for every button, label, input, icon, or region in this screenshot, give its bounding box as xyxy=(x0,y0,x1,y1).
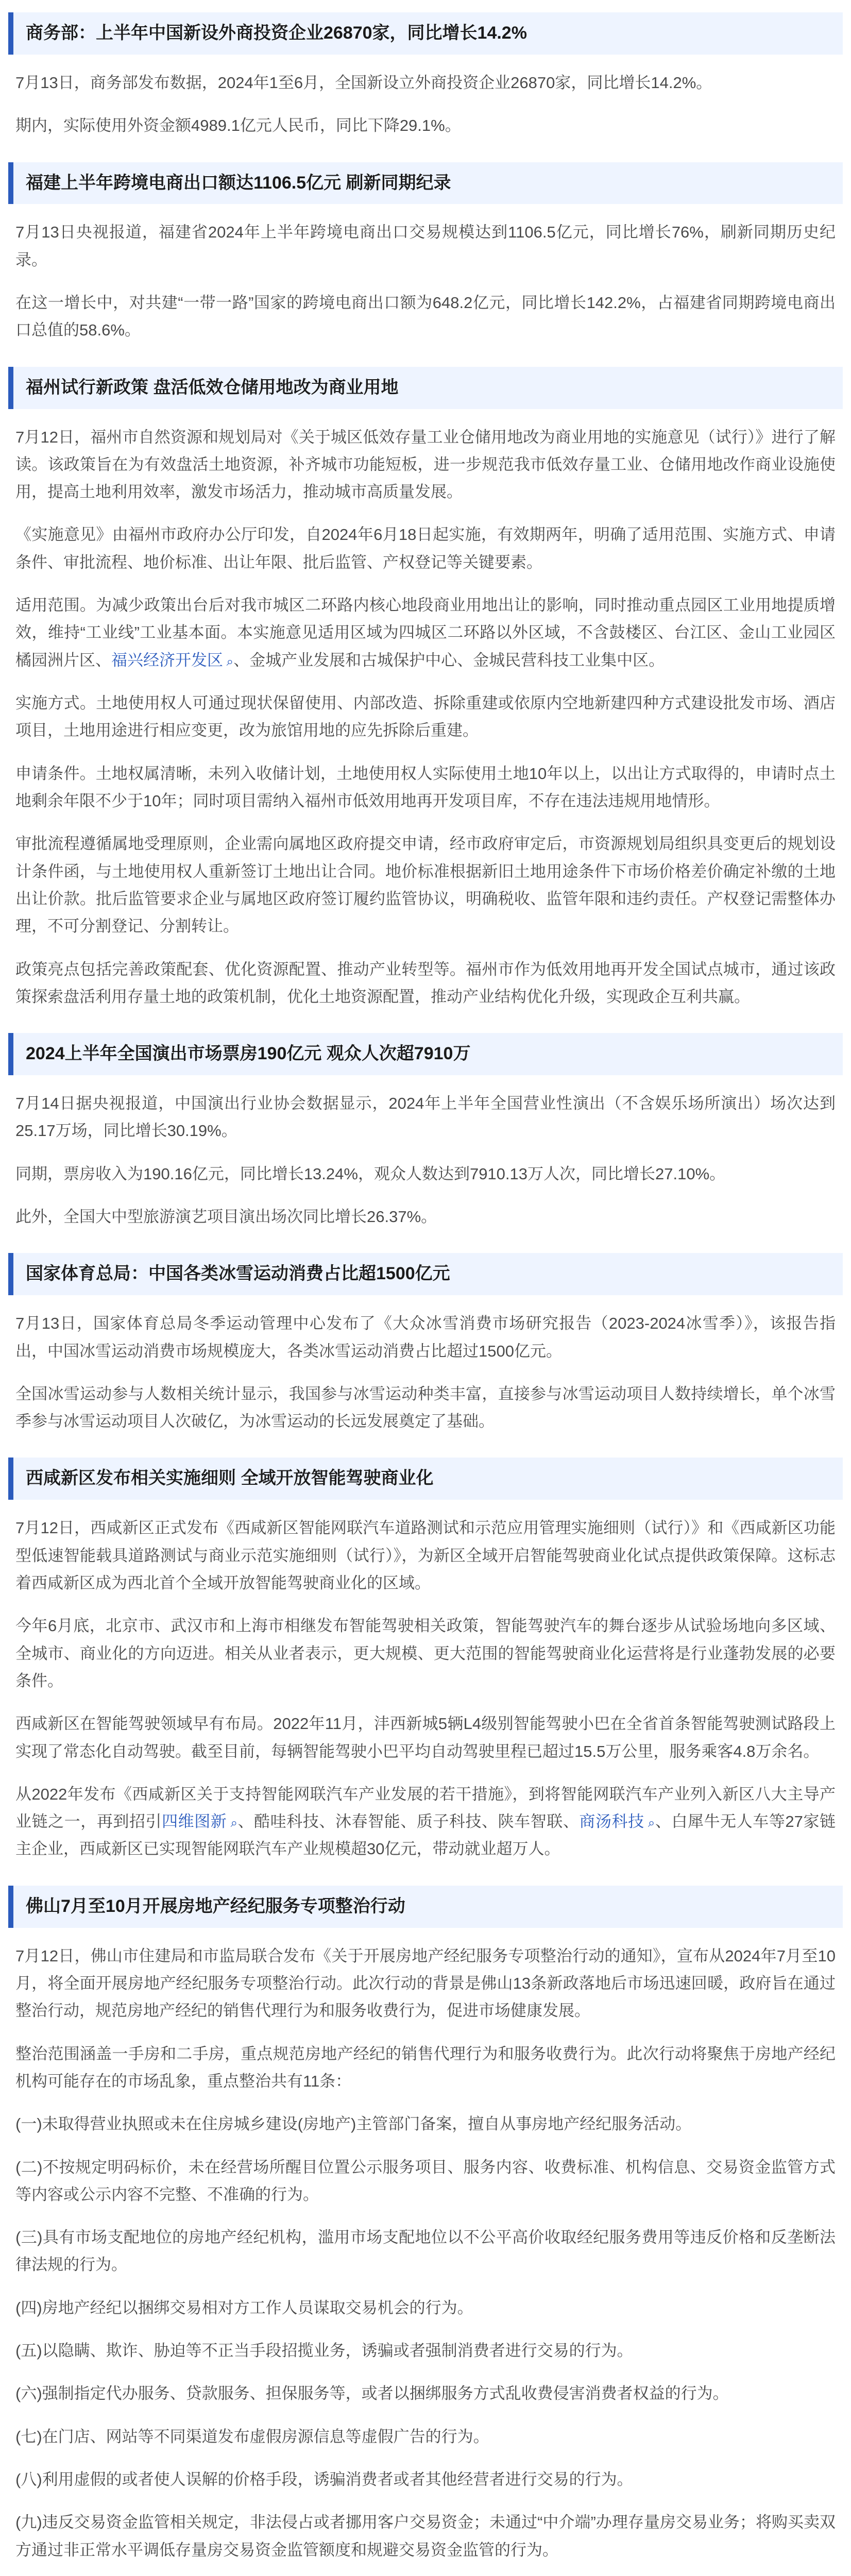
paragraph xyxy=(8,591,843,674)
paragraph: 7月13日央视报道，福建省2024年上半年跨境电商出口交易规模达到1106.5亿元，同比增长76%，刷新同期历史纪录。 xyxy=(15,223,836,269)
news-section xyxy=(8,1033,843,1230)
paragraph: 7月13日，商务部发布数据，2024年1至6月，全国新设立外商投资企业26870家，同比增长14.2%。 xyxy=(15,73,712,92)
paragraph: 在这一增长中，对共建“一带一路”国家的跨境电商出口额为648.2亿元，同比增长142.2%，占福建省同期跨境电商出口总值的58.6%。 xyxy=(15,294,836,340)
paragraph: (四)房地产经纪以捆绑交易相对方工作人员谋取交易机会的行为。 xyxy=(15,2298,473,2317)
paragraph: 全国冰雪运动参与人数相关统计显示，我国参与冰雪运动种类丰富，直接参与冰雪运动项目人数持续增长，单个冰雪季参与冰雪运动项目人次破亿，为冰雪运动的长远发展奠定了基础。 xyxy=(15,1384,836,1431)
paragraph: 7月12日，西咸新区正式发布《西咸新区智能网联汽车道路测试和示范应用管理实施细则（试行）》和《西咸新区功能型低速智能载具道路测试与商业示范实施细则（试行）》，为新区全域开启智能驾驶商业化试点提供政策保障。这标志着西咸新区成为西北首个全域开放智能驾驶商业化的区域。 xyxy=(15,1519,836,1592)
news-section xyxy=(8,1886,843,2576)
paragraph-text: 从2022年发布《西咸新区关于支持智能网联汽车产业发展的若干措施》，到将智能网联汽车产业列入新区八大主导产业链之一，再到招引 xyxy=(15,1785,836,1831)
paragraph: (二)不按规定明码标价，未在经营场所醒目位置公示服务项目、服务内容、收费标准、机构信息、交易资金监管方式等内容或公示内容不完整、不准确的行为。 xyxy=(15,2158,836,2204)
news-section xyxy=(8,12,843,140)
paragraph: 期内，实际使用外资金额4989.1亿元人民币，同比下降29.1%。 xyxy=(15,116,461,135)
paragraph: 整治范围涵盖一手房和二手房，重点规范房地产经纪的销售代理行为和服务收费行为。此次行动将聚焦于房地产经纪机构可能存在的市场乱象，重点整治共有11条： xyxy=(15,2044,836,2090)
paragraph: 审批流程遵循属地受理原则，企业需向属地区政府提交申请，经市政府审定后，市资源规划局组织具变更后的规划设计条件函，与土地使用权人重新签订土地出让合同。地价标准根据新旧土地用途条件下市场价格差价确定补缴的土地出让价款。批后监管要求企业与属地区政府签订履约监管协议，明确税收、监管年限和违约责任。产权登记需整体办理，不可分割登记、分割转让。 xyxy=(15,835,836,936)
paragraph-text: 适用范围。为减少政策出台后对我市城区二环路内核心地段商业用地出让的影响，同时推动重点园区工业用地提质增效，维持“工业线”工业基本面。本实施意见适用区域为四城区二环路以外区域，不含鼓楼区、台江区、金山工业园区橘园洲片区、 xyxy=(15,596,836,669)
section-heading: 福建上半年跨境电商出口额达1106.5亿元 刷新同期纪录 xyxy=(8,162,843,205)
paragraph-text: 、酷哇科技、沐春智能、质子科技、陕车智联、 xyxy=(237,1812,580,1831)
section-heading: 福州试行新政策 盘活低效仓储用地改为商业用地 xyxy=(8,367,843,409)
paragraph: 7月12日，福州市自然资源和规划局对《关于城区低效存量工业仓储用地改为商业用地的实施意见（试行）》进行了解读。该政策旨在为有效盘活土地资源，补齐城市功能短板，进一步规范我市低效存量工业、仓储用地改作商业设施使用，提高土地利用效率，激发市场活力，推动城市高质量发展。 xyxy=(15,428,836,501)
paragraph: (三)具有市场支配地位的房地产经纪机构，滥用市场支配地位以不公平高价收取经纪服务费用等违反价格和反垄断法律法规的行为。 xyxy=(15,2228,836,2274)
search-icon[interactable]: ⌕ xyxy=(223,654,234,669)
search-icon[interactable]: ⌕ xyxy=(227,1816,238,1831)
paragraph: (六)强制指定代办服务、贷款服务、担保服务等，或者以捆绑服务方式乱收费侵害消费者权益的行为。 xyxy=(15,2384,729,2403)
inline-link[interactable]: 商汤科技 xyxy=(579,1812,644,1831)
paragraph: 申请条件。土地权属清晰，未列入收储计划，土地使用权人实际使用土地10年以上，以出让方式取得的，申请时点土地剩余年限不少于10年；同时项目需纳入福州市低效用地再开发项目库，不存在违法违规用地情形。 xyxy=(15,764,836,810)
inline-link[interactable]: 福兴经济开发区 xyxy=(111,651,223,669)
paragraph: (七)在门店、网站等不同渠道发布虚假房源信息等虚假广告的行为。 xyxy=(15,2427,489,2446)
paragraph: 西咸新区在智能驾驶领域早有布局。2022年11月，沣西新城5辆L4级别智能驾驶小巴在全省首条智能驾驶测试路段上实现了常态化自动驾驶。截至目前，每辆智能驾驶小巴平均自动驾驶里程已超过15.5万公里，服务乘客4.8万余名。 xyxy=(15,1715,836,1760)
paragraph-text: 、金城产业发展和古城保护中心、金城民营科技工业集中区。 xyxy=(233,651,665,669)
search-icon[interactable]: ⌕ xyxy=(644,1816,655,1831)
paragraph: 7月14日据央视报道，中国演出行业协会数据显示，2024年上半年全国营业性演出（不含娱乐场所演出）场次达到25.17万场，同比增长30.19%。 xyxy=(15,1094,836,1140)
paragraph xyxy=(8,1781,843,1863)
paragraph: 今年6月底，北京市、武汉市和上海市相继发布智能驾驶相关政策，智能驾驶汽车的舞台逐步从试验场地向多区域、全城市、商业化的方向迈进。相关从业者表示，更大规模、更大范围的智能驾驶商业化运营将是行业蓬勃发展的必要条件。 xyxy=(15,1617,836,1690)
news-section xyxy=(8,1458,843,1862)
news-section xyxy=(8,162,843,344)
section-heading: 佛山7月至10月开展房地产经纪服务专项整治行动 xyxy=(8,1886,843,1928)
news-section xyxy=(8,367,843,1011)
paragraph: (五)以隐瞒、欺诈、胁迫等不正当手段招揽业务，诱骗或者强制消费者进行交易的行为。 xyxy=(15,2342,633,2360)
section-heading: 西咸新区发布相关实施细则 全域开放智能驾驶商业化 xyxy=(8,1458,843,1500)
paragraph: 政策亮点包括完善政策配套、优化资源配置、推动产业转型等。福州市作为低效用地再开发全国试点城市，通过该政策探索盘活利用存量土地的政策机制，优化土地资源配置，推动产业结构优化升级，实现政企互利共赢。 xyxy=(15,960,836,1006)
inline-link[interactable]: 四维图新 xyxy=(162,1812,227,1831)
section-heading: 国家体育总局：中国各类冰雪运动消费占比超1500亿元 xyxy=(8,1253,843,1295)
paragraph: (八)利用虚假的或者使人误解的价格手段，诱骗消费者或者其他经营者进行交易的行为。 xyxy=(15,2470,633,2489)
paragraph: 同期，票房收入为190.16亿元，同比增长13.24%，观众人数达到7910.13万人次，同比增长27.10%。 xyxy=(15,1164,726,1183)
paragraph: 7月12日，佛山市住建局和市监局联合发布《关于开展房地产经纪服务专项整治行动的通知》，宣布从2024年7月至10月，将全面开展房地产经纪服务专项整治行动。此次行动的背景是佛山13条新政落地后市场迅速回暖，政府旨在通过整治行动，规范房地产经纪的销售代理行为和服务收费行为，促进市场健康发展。 xyxy=(15,1946,836,2020)
paragraph: (一)未取得营业执照或未在住房城乡建设(房地产)主管部门备案，擅自从事房地产经纪服务活动。 xyxy=(15,2115,692,2133)
paragraph: 实施方式。土地使用权人可通过现状保留使用、内部改造、拆除重建或依原内空地新建四种方式建设批发市场、酒店项目，土地用途进行相应变更，改为旅馆用地的应先拆除后重建。 xyxy=(15,694,836,740)
section-heading: 商务部：上半年中国新设外商投资企业26870家，同比增长14.2% xyxy=(8,12,843,55)
paragraph: 《实施意见》由福州市政府办公厅印发，自2024年6月18日起实施，有效期两年，明确了适用范围、实施方式、申请条件、审批流程、地价标准、出让年限、批后监管、产权登记等关键要素。 xyxy=(15,526,836,571)
paragraph: 此外，全国大中型旅游演艺项目演出场次同比增长26.37%。 xyxy=(15,1208,437,1226)
paragraph-text: 、白犀牛无人车等27家链主企业，西咸新区已实现智能网联汽车产业规模超30亿元，带动就业超万人。 xyxy=(15,1812,836,1858)
section-heading: 2024上半年全国演出市场票房190亿元 观众人次超7910万 xyxy=(8,1033,843,1075)
paragraph: (九)违反交易资金监管相关规定，非法侵占或者挪用客户交易资金；未通过“中介端”办理存量房交易业务；将购买卖双方通过非正常水平调低存量房交易资金监管额度和规避交易资金监管的行为。 xyxy=(15,2513,836,2559)
paragraph: 7月13日，国家体育总局冬季运动管理中心发布了《大众冰雪消费市场研究报告（2023-2024冰雪季）》，该报告指出，中国冰雪运动消费市场规模庞大，各类冰雪运动消费占比超过1500亿元。 xyxy=(15,1314,836,1360)
news-section xyxy=(8,1253,843,1435)
